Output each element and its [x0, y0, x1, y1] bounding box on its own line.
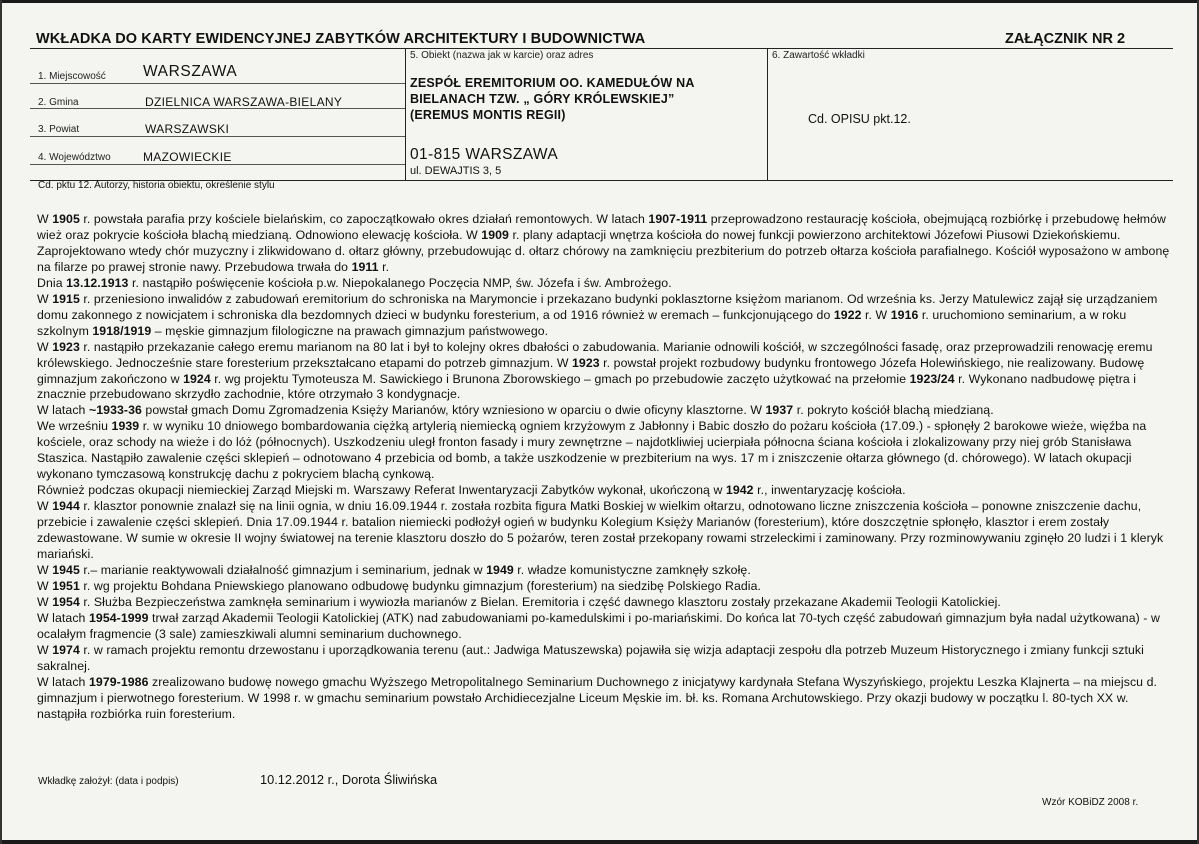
history-text-run: W latach	[37, 674, 89, 689]
section-note: Cd. pktu 12. Autorzy, historia obiektu, określenie stylu	[38, 180, 275, 191]
object-name-line: BIELANACH TZW. „ GÓRY KRÓLEWSKIEJ”	[410, 92, 675, 106]
history-date: 1918/1919	[92, 323, 152, 338]
history-paragraph	[37, 292, 1177, 340]
history-date: 1922	[833, 307, 862, 322]
history-text-run: trwał zarząd Akademii Teologii Katolickiej (ATK) nad zabudowaniami po-kamedulskimi i po-mariańskimi. Do końca lat 70-tych część zabudowań gimnazjum była nadal użytkowana) - w ocalałym fragmencie (3 sale) zamieszkiwali alumni seminarium duchownego.	[37, 610, 1160, 641]
history-text-run: W	[37, 291, 53, 306]
history-date: ~1933-36	[88, 403, 142, 418]
history-text-run: przeprowadzono restaurację kościoła, obejmującą rozbiórkę i przebudowę hełmów wież oraz pokrycie kościoła blachą miedzianą. Odnowiono elewację kościoła. W	[37, 212, 1166, 242]
history-text-run: r. nastąpiło przekazanie całego eremu marianom na 80 lat i był to kolejny okres dbałości o zabudowania. Marianie odnowili kościół, w szczególności fasadę, oraz przeprowadzili renowację eremu królewskiego. Jednocześnie stare foresterium przekształcano etapami do potrzeb gimnazjum. W	[37, 339, 1153, 370]
history-text-run: W latach	[37, 403, 89, 418]
voivodeship-value: MAZOWIECKIE	[143, 150, 232, 164]
history-text-run: zrealizowano budowę nowego gmachu Wyższego Metropolitalnego Seminarium Duchownego z inicjatywy kardynała Stefana Wyszyńskiego, projektu Leszka Klajnerta – na miejscu d. gimnazjum i pierwotnego foresterium. W 1998 r. w gmachu seminarium powstało Archidiecezjalne Liceum Męskie im. bł. ks. Romana Archutowskiego. Przy okazji budowy w początku l. 80-tych XX w. nastąpiła rozbiórka ruin foresterium.	[37, 674, 1158, 721]
annex-number: ZAŁĄCZNIK NR 2	[1005, 31, 1126, 47]
signature-value: 10.12.2012 r., Dorota Śliwińska	[260, 772, 438, 787]
history-text-run: r. wg projektu Bohdana Pniewskiego planowano odbudowę budynku gimnazjum (foresterium) na siedzibę Polskiego Radia.	[79, 578, 762, 593]
locality-value: WARSZAWA	[143, 63, 238, 80]
object-street: ul. DEWAJTIS 3, 5	[410, 165, 502, 177]
history-date: 1907-1911	[648, 212, 708, 226]
object-city: 01-815 WARSZAWA	[410, 146, 559, 163]
history-paragraph	[37, 579, 1177, 595]
history-text-run: r. nastąpiło poświęcenie kościoła p.w. Niepokalanego Poczęcia NMP, św. Józefa i św. Ambrożego.	[128, 275, 672, 290]
object-name-line: (EREMUS MONTIS REGII)	[410, 108, 566, 122]
history-text-run: r. powstała parafia przy kościele bielańskim, co zapoczątkowało okres działań remontowych. W latach	[79, 212, 649, 226]
history-text-run: r. przeniesiono inwalidów z zabudowań eremitorium do schroniska na Marymoncie i przekazano budynki poklasztorne księżom marianom. Od września ks. Jerzy Matulewicz zajął się urządzaniem domu zakonnego z nowicjatem i schroniska dla bezdomnych dzieci w budynku foresterium, a od 1916 również w eremach – funkcjonującego do	[37, 291, 1158, 322]
contents-label: 6. Zawartość wkładki	[772, 50, 865, 61]
contents-value: Cd. OPISU pkt.12.	[808, 112, 911, 126]
voivodeship-label: 4. Województwo	[38, 152, 111, 163]
history-paragraph	[37, 643, 1177, 675]
history-date: 1937	[765, 403, 794, 418]
history-date: 1923	[572, 355, 600, 370]
history-text-run: r. Służba Bezpieczeństwa zamknęła seminarium i wywiozła marianów z Bielan. Eremitoria i część dawnego klasztoru zostały przekazane Akademii Teologii Katolickiej.	[79, 594, 1001, 609]
history-paragraph	[37, 276, 1177, 292]
history-date: 1974	[52, 642, 80, 657]
history-text-run: W	[37, 339, 53, 354]
history-paragraph	[37, 563, 1177, 579]
column-divider-left	[405, 48, 406, 181]
history-text-run: W	[37, 578, 53, 593]
history-date: 1949	[486, 562, 514, 577]
history-date: 1944	[52, 499, 80, 514]
history-date: 1911	[351, 259, 379, 274]
history-paragraph	[37, 483, 1177, 499]
history-text-run: W	[37, 642, 53, 657]
object-label: 5. Obiekt (nazwa jak w karcie) oraz adres	[410, 50, 594, 61]
history-text-run: r.	[378, 259, 390, 274]
history-paragraph	[37, 595, 1177, 611]
history-date: 1954-1999	[88, 610, 149, 625]
history-text-run: r. wg projektu Tymoteusza M. Sawickiego i Brunona Zborowskiego – gmach po przebudowie zaczęto użytkować na przełomie	[210, 371, 910, 386]
signature-label: Wkładkę założył: (data i podpis)	[38, 776, 179, 787]
form-model: Wzór KOBiDZ 2008 r.	[1042, 797, 1139, 808]
history-text-run: r. klasztor ponownie znalazł się na linii ognia, w dniu 16.09.1944 r. została rozbita figura Matki Boskiej w wielkim ołtarzu, odnotowano liczne zniszczenia kościoła – ponowne zniszczenie dachu, przebicie i zawalenie części sklepień. Dnia 17.09.1944 r. batalion niemiecki podłożył ogień w budynku Kolegium Księży Marianów (foresterium), które doszczętnie spłonęło, klasztor i erem zostały zdewastowane. W sumie w okresie II wojny światowej na terenie klasztoru doszło do 5 pożarów, teren został przekopany rowami strzeleckimi i zaminowany. Przy rozminowywaniu zginęło 20 ludzi i 1 kleryk mariański.	[37, 499, 1164, 562]
history-text	[37, 212, 1177, 723]
history-date: 1942	[725, 483, 754, 498]
history-text-run: W	[37, 499, 53, 514]
history-text-run: r. pokryto kościół blachą miedzianą.	[793, 403, 994, 418]
history-date: 1939	[111, 419, 140, 434]
history-paragraph	[37, 403, 1177, 419]
history-date: 1923/24	[909, 371, 955, 386]
history-date: 1916	[890, 307, 919, 322]
history-paragraph	[37, 212, 1177, 276]
county-label: 3. Powiat	[38, 124, 80, 135]
history-date: 1915	[52, 291, 80, 306]
history-text-run: r. w ramach projektu remontu drzewostanu i uporządkowania terenu (aut.: Jadwiga Matuszewska) pojawiła się wizja adaptacji zespołu dla potrzeb Muzeum Historycznego i zmiany funkcji sztuki sakralnej.	[37, 642, 1144, 673]
history-paragraph	[37, 611, 1177, 643]
object-name	[410, 75, 770, 123]
history-paragraph	[37, 499, 1177, 563]
commune-label: 2. Gmina	[38, 97, 79, 108]
history-text-run: We wrześniu	[37, 419, 112, 434]
history-date: 1945	[52, 562, 80, 577]
history-date: 1923	[52, 339, 80, 354]
document-title: WKŁADKA DO KARTY EWIDENCYJNEJ ZABYTKÓW ARCHITEKTURY I BUDOWNICTWA	[36, 31, 646, 47]
page-left-edge	[0, 0, 2, 844]
history-text-run: – męskie gimnazjum filologiczne na prawach gimnazjum państwowego.	[151, 323, 549, 338]
history-date: 1951	[52, 578, 80, 593]
county-value: WARSZAWSKI	[145, 122, 230, 136]
history-text-run: r. Wykonano nadbudowę piętra i znacznie przebudowano skrzydło zachodnie, które otrzymało 3 kondygnacje.	[37, 371, 1137, 402]
page-top-edge	[0, 0, 1199, 3]
history-date: 13.12.1913	[66, 275, 129, 290]
history-text-run: r. uruchomiono seminarium, a w roku szkolnym	[37, 307, 1127, 338]
history-text-run: r. władze komunistyczne zamknęły szkołę.	[513, 562, 751, 577]
history-text-run: r. plany adaptacji wnętrza kościoła do nowej funkcji powierzono architektowi Józefowi Piusowi Dziekońskiemu. Zaprojektowano wtedy chór muzyczny i zlikwidowano d. ołtarz główny, przebudowując d. ołtarz chórowy na zamknięciu prezbiterium do potrzeb ołtarza kościoła parafialnego. Kościół wyposażono w ambonę na filarze po prawej stronie nawy. Przebudowa trwała do	[37, 227, 1170, 274]
history-date: 1909	[481, 227, 509, 242]
history-date: 1954	[52, 594, 80, 609]
history-text-run: W latach	[37, 610, 89, 625]
field-separator	[30, 164, 405, 165]
page-bottom-edge	[0, 840, 1199, 844]
object-name-line: ZESPÓŁ EREMITORIUM OO. KAMEDUŁÓW NA	[410, 76, 695, 90]
locality-label: 1. Miejscowość	[38, 71, 106, 82]
history-text-run: r. w wyniku 10 dniowego bombardowania ciężką artylerią niemiecką ogniem krzyżowym z Jabłonny i Babic doszło do pożaru kościoła (17.09.) - spłonęły 2 barokowe wieże, więźba na kościele, oraz schody na wieże i do lóż (północnych). Uszkodzeniu uległ fronton fasady i mury zewnętrzne – najdotkliwiej ucierpiała północna ściana kościoła i zlokalizowany przy niej grób Stanisława Staszica. Nastąpiło zawalenie części sklepień – odnotowano 4 przebicia od bomb, a także uszkodzenie w prezbiterium na wys. 17 m i zniszczenie ołtarza głównego (d. chórowego). W latach okupacji wykonano tymczasową konstrukcję dachu z pokryciem blachą cynkową.	[37, 419, 1147, 482]
field-separator	[30, 136, 405, 137]
history-text-run: W	[37, 562, 53, 577]
history-text-run: powstał gmach Domu Zgromadzenia Księży Marianów, który wzniesiono w oparciu o dwie oficyny klasztorne. W	[141, 403, 766, 418]
commune-value: DZIELNICA WARSZAWA-BIELANY	[145, 95, 343, 109]
field-separator	[30, 83, 405, 84]
history-paragraph	[37, 675, 1177, 723]
history-paragraph	[37, 419, 1177, 483]
history-date: 1979-1986	[88, 674, 149, 689]
history-text-run: r.– marianie reaktywowali działalność gimnazjum i seminarium, jednak w	[79, 562, 487, 577]
history-text-run: Dnia	[37, 275, 67, 290]
history-paragraph	[37, 340, 1177, 404]
history-text-run: r. W	[861, 307, 891, 322]
history-date: 1924	[183, 371, 211, 386]
history-text-run: Również podczas okupacji niemieckiej Zarząd Miejski m. Warszawy Referat Inwentaryzacji Zabytków wykonał, ukończoną w	[37, 483, 726, 498]
history-text-run: W	[37, 594, 53, 609]
header-rule	[30, 48, 1173, 49]
history-text-run: r. powstał projekt rozbudowy budynku frontowego Józefa Holewińskiego, nie realizowany. Budowę gimnazjum zakończono w	[37, 355, 1145, 386]
history-text-run: W	[37, 212, 53, 226]
history-date: 1905	[52, 212, 80, 226]
history-text-run: r., inwentaryzację kościoła.	[753, 483, 906, 498]
